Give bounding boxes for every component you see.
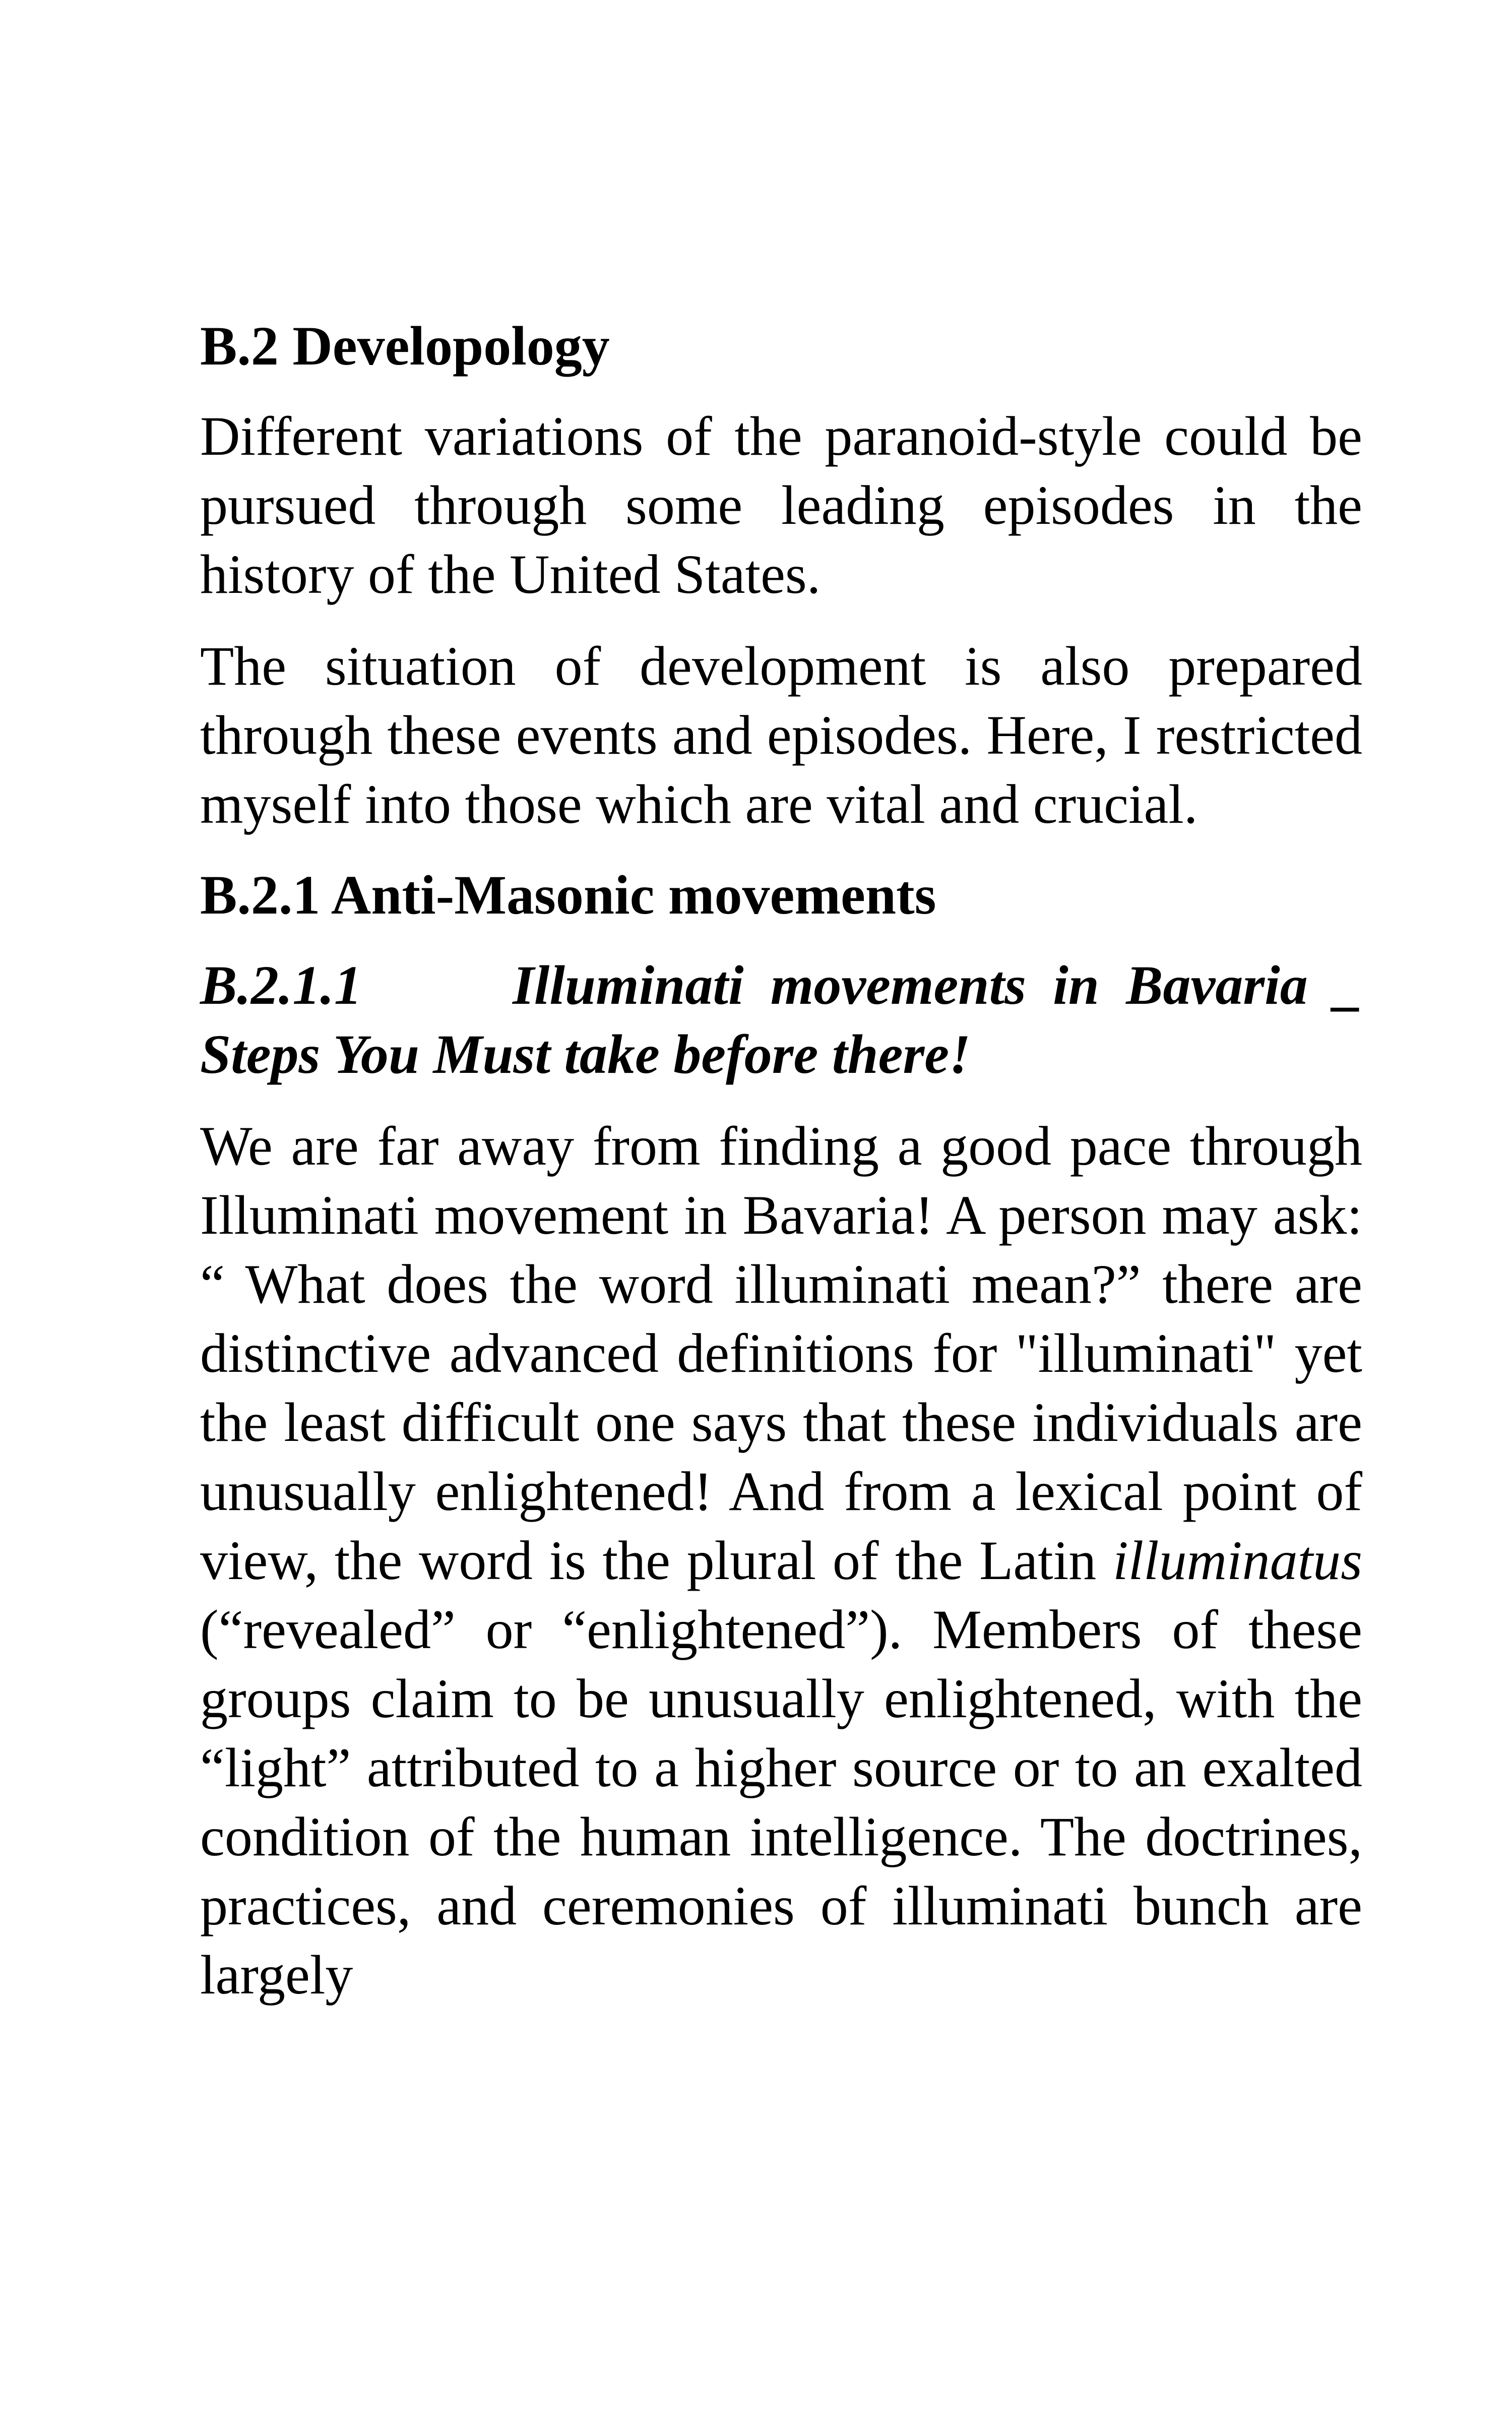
paragraph-3	[200, 1112, 1362, 2010]
subsubsection-title: Illuminati movements in Bavaria _ Steps You Must take before there!	[200, 954, 1362, 1085]
paragraph-2: The situation of development is also prepared through these events and episodes. Here, I restricted myself into those which are vital and crucial.	[200, 635, 1362, 835]
latin-term: illuminatus	[1112, 1530, 1362, 1591]
paragraph-3-text-a: We are far away from finding a good pace through Illuminati movement in Bavaria! A person may ask: “ What does the word illuminati mean?” there are distinctive advanced definitions for "illuminati" yet the least difficult one says that these individuals are unusually enlightened! And from a lexical point of view, the word is the plural of the Latin	[200, 1115, 1362, 1591]
subsubsection-number: B.2.1.1	[200, 954, 362, 1016]
paragraph-1: Different variations of the paranoid-style could be pursued through some leading episodes in the history of the United States.	[200, 405, 1362, 605]
paragraph-3-text-b: (“revealed” or “enlightened”). Members of these groups claim to be unusually enlightened, with the “light” attributed to a higher source or to an exalted condition of the human intelligence. The doctrines, practices, and ceremonies of illuminati bunch are largely	[200, 1599, 1362, 2006]
page-body	[200, 313, 1362, 2032]
section-heading: B.2 Developology	[200, 315, 610, 377]
subsection-heading: B.2.1 Anti-Masonic movements	[200, 864, 936, 926]
subsubsection-heading	[200, 951, 1362, 1089]
